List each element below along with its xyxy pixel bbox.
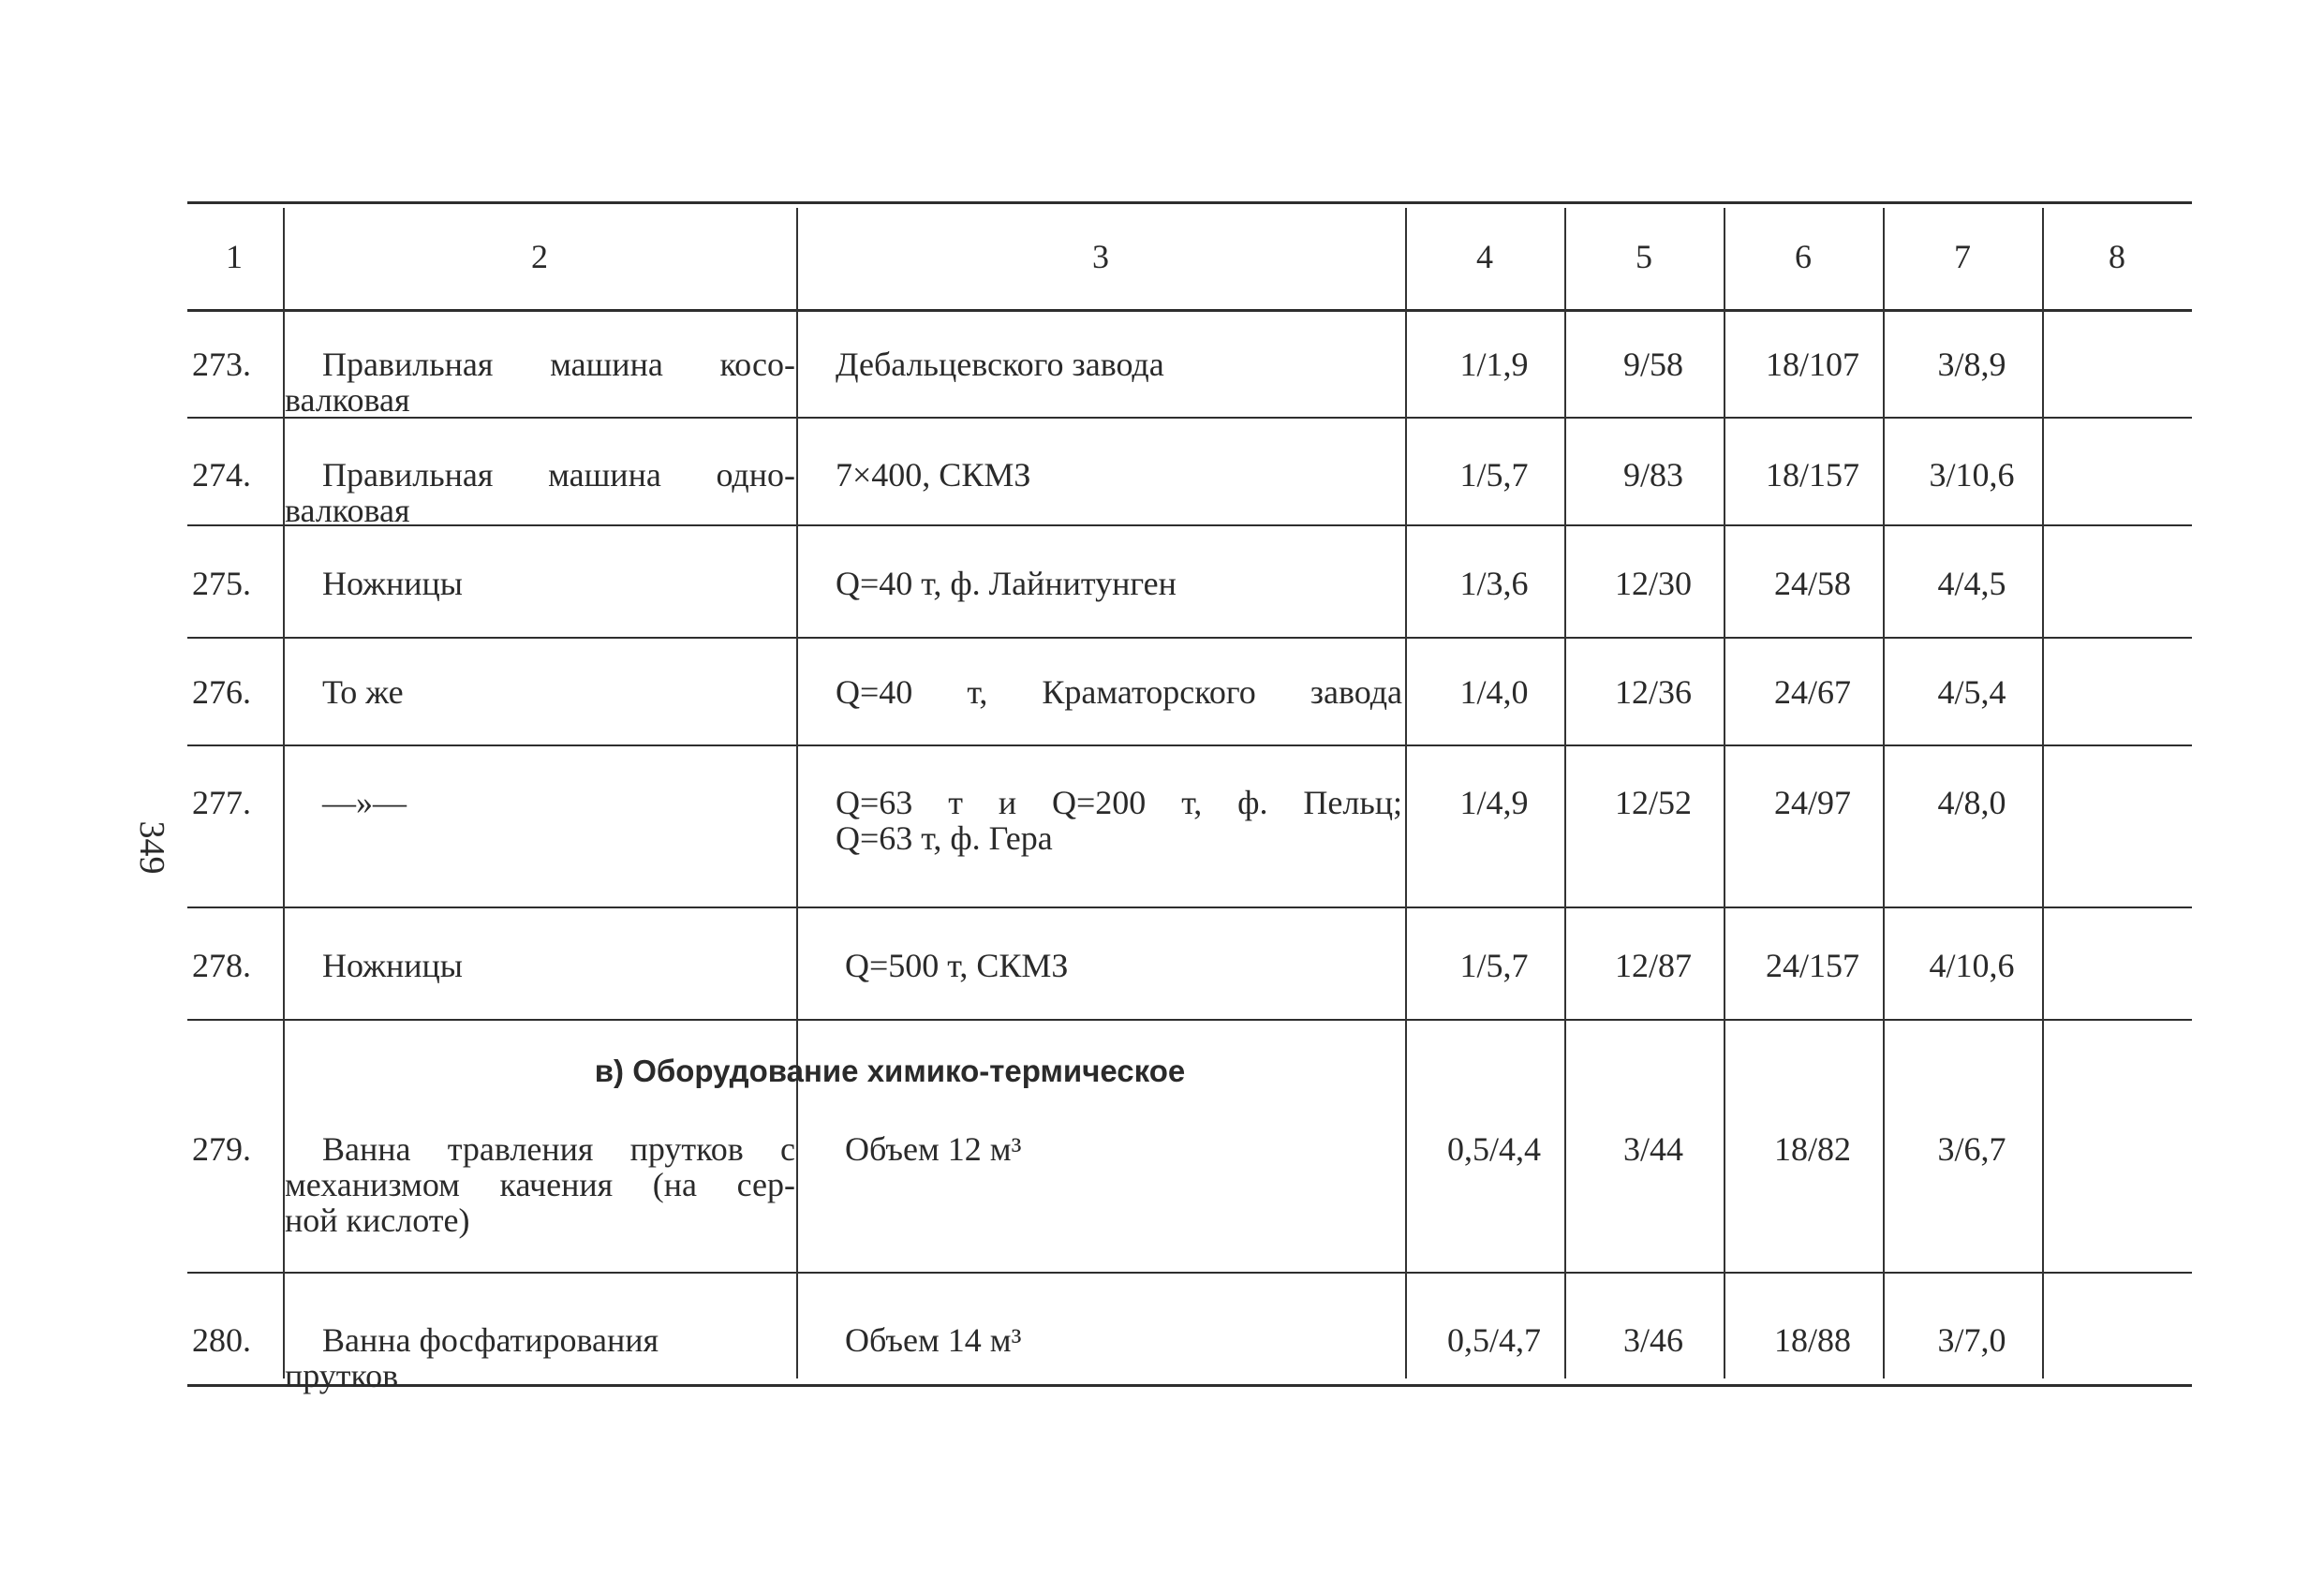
column-rule [796, 208, 798, 1378]
name-line: механизмом качения (на сер- [285, 1166, 795, 1203]
value-col5: 12/87 [1614, 947, 1692, 984]
column-header: 2 [531, 238, 548, 275]
row-number: 275. [192, 565, 251, 602]
name-line: —»— [322, 784, 407, 821]
value-col5: 12/36 [1614, 673, 1692, 711]
value-col4: 1/1,9 [1459, 346, 1529, 383]
row-number: 279. [192, 1130, 251, 1168]
row-rule [187, 744, 2192, 746]
equipment-name [285, 1322, 795, 1393]
equipment-spec [845, 1322, 1412, 1358]
row-number: 276. [192, 673, 251, 711]
column-header: 3 [1092, 238, 1109, 275]
column-header: 5 [1636, 238, 1652, 275]
value-col5: 3/46 [1622, 1321, 1683, 1359]
name-line: Ножницы [322, 947, 463, 984]
equipment-spec [836, 346, 1402, 382]
value-col7: 4/5,4 [1937, 673, 2006, 711]
row-number: 273. [192, 346, 251, 383]
name-line: Правильная машина одно- [322, 456, 795, 494]
value-col7: 4/10,6 [1929, 947, 2015, 984]
equipment-spec [845, 1131, 1412, 1167]
column-header: 7 [1954, 238, 1971, 275]
value-col7: 3/6,7 [1937, 1130, 2006, 1168]
row-number: 274. [192, 456, 251, 494]
equipment-spec [836, 566, 1402, 601]
spec-line: Q=40 т, ф. Лайнитунген [836, 565, 1177, 602]
equipment-spec [836, 457, 1402, 493]
name-line: валковая [285, 381, 410, 419]
equipment-name [285, 785, 795, 820]
spec-line: Объем 14 м³ [845, 1321, 1022, 1359]
column-header: 6 [1795, 238, 1812, 275]
spec-line: Q=63 т и Q=200 т, ф. Пельц; [836, 784, 1402, 821]
value-col6: 18/88 [1773, 1321, 1851, 1359]
value-col4: 1/5,7 [1459, 947, 1529, 984]
value-col4: 1/4,9 [1459, 784, 1529, 821]
column-header: 1 [226, 238, 243, 275]
page-number: 349 [132, 820, 171, 875]
value-col6: 18/82 [1773, 1130, 1851, 1168]
row-rule [187, 1272, 2192, 1274]
name-line: Правильная машина косо- [322, 346, 795, 383]
column-header: 8 [2109, 238, 2125, 275]
row-number: 277. [192, 784, 251, 821]
name-line: То же [322, 673, 404, 711]
value-col6: 24/157 [1765, 947, 1859, 984]
value-col7: 4/4,5 [1937, 565, 2006, 602]
equipment-spec [836, 674, 1402, 710]
value-col7: 3/8,9 [1937, 346, 2006, 383]
spec-line: Q=500 т, СКМЗ [845, 947, 1069, 984]
row-rule [187, 1019, 2192, 1021]
value-col4: 1/4,0 [1459, 673, 1529, 711]
name-line: ной кислоте) [285, 1201, 470, 1239]
row-number: 278. [192, 947, 251, 984]
value-col4: 1/5,7 [1459, 456, 1529, 494]
spec-line: Q=63 т, ф. Гера [836, 819, 1053, 857]
equipment-name [285, 948, 795, 983]
name-line: Ножницы [322, 565, 463, 602]
equipment-name [285, 457, 795, 528]
spec-line: Q=40 т, Краматорского завода [836, 673, 1402, 711]
header-bottom-rule [187, 309, 2192, 312]
value-col5: 12/52 [1614, 784, 1692, 821]
column-rule [1405, 208, 1407, 1378]
value-col6: 24/97 [1773, 784, 1851, 821]
value-col4: 0,5/4,7 [1446, 1321, 1541, 1359]
value-col5: 9/58 [1622, 346, 1683, 383]
equipment-name [285, 1131, 795, 1238]
row-rule [187, 907, 2192, 908]
value-col4: 1/3,6 [1459, 565, 1529, 602]
equipment-name [285, 674, 795, 710]
value-col4: 0,5/4,4 [1446, 1130, 1541, 1168]
spec-line: 7×400, СКМЗ [836, 456, 1031, 494]
equipment-name [285, 566, 795, 601]
equipment-spec [845, 948, 1412, 983]
value-col6: 18/107 [1765, 346, 1859, 383]
value-col5: 9/83 [1622, 456, 1683, 494]
section-title: в) Оборудование химико-термическое [594, 1054, 1186, 1088]
value-col5: 12/30 [1614, 565, 1692, 602]
name-line: Ванна травления прутков с [322, 1130, 795, 1168]
value-col6: 24/58 [1773, 565, 1851, 602]
value-col6: 24/67 [1773, 673, 1851, 711]
name-line: валковая [285, 492, 410, 529]
equipment-name [285, 346, 795, 418]
name-line: Ванна фосфатирования [322, 1321, 659, 1359]
spec-line: Объем 12 м³ [845, 1130, 1022, 1168]
value-col6: 18/157 [1765, 456, 1859, 494]
value-col7: 4/8,0 [1937, 784, 2006, 821]
equipment-spec [836, 785, 1402, 856]
value-col5: 3/44 [1622, 1130, 1683, 1168]
value-col7: 3/10,6 [1929, 456, 2015, 494]
row-rule [187, 637, 2192, 639]
spec-line: Дебальцевского завода [836, 346, 1164, 383]
table-top-rule [187, 201, 2192, 204]
value-col7: 3/7,0 [1937, 1321, 2006, 1359]
column-header: 4 [1476, 238, 1493, 275]
name-line: прутков [285, 1357, 399, 1394]
row-number: 280. [192, 1321, 251, 1359]
